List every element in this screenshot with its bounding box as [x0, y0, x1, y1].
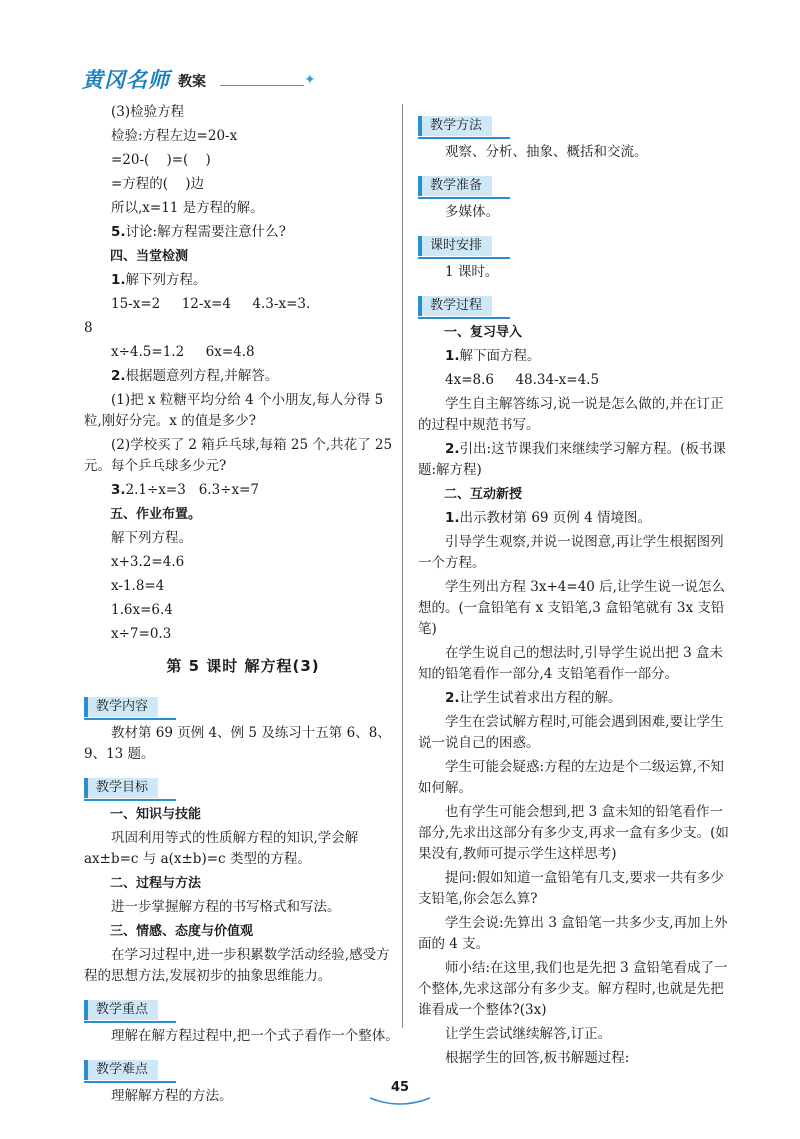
brand-logo: 黄冈名师 [82, 68, 170, 92]
text-line: (3)检验方程 [111, 104, 185, 120]
section-heading: 二、互动新授 [444, 487, 523, 502]
paragraph: 提问:假如知道一盒铅笔有几支,要求一共有多少支铅笔,你会怎么算? [418, 870, 724, 907]
paragraph: 理解在解方程过程中,把一个式子看作一个整体。 [111, 1028, 399, 1044]
paragraph: 根据学生的回答,板书解题过程: [445, 1050, 630, 1066]
paragraph: 学生会说:先算出 3 盒铅笔一共多少支,再加上外面的 4 支。 [418, 915, 728, 952]
text-line: 8 [84, 320, 93, 336]
text-line [84, 270, 402, 291]
left-column [84, 102, 402, 1110]
section-tag: 教学准备 [418, 176, 492, 196]
paragraph: 巩固利用等式的性质解方程的知识,学会解 ax±b=c 与 a(x±b)=c 类型的方程。 [84, 830, 363, 867]
paragraph: 观察、分析、抽象、概括和交流。 [445, 144, 648, 160]
section-heading: 二、过程与方法 [110, 876, 202, 891]
section-tag: 教学过程 [418, 296, 492, 316]
text-line [84, 480, 402, 501]
text-line [84, 222, 402, 243]
paragraph: 进一步掌握解方程的书写格式和写法。 [111, 899, 341, 915]
item-number: 2. [111, 368, 126, 384]
section-heading: 一、复习导入 [444, 325, 523, 340]
header-rule [220, 85, 304, 86]
item-text: 解下面方程。 [459, 348, 541, 364]
section-tag: 教学目标 [84, 778, 158, 798]
text-line: =20-( )=( ) [111, 152, 211, 168]
text-line: =方程的( )边 [111, 176, 205, 192]
paragraph: 引导学生观察,并说一说图意,再让学生根据图列一个方程。 [418, 534, 724, 571]
text-line: 15-x=2 12-x=4 4.3-x=3. [111, 296, 311, 312]
page-number: 45 [390, 1080, 410, 1095]
item-number: 2. [445, 690, 460, 706]
item-number: 1. [445, 510, 460, 526]
sparkle-icon: ✦ [304, 72, 316, 88]
right-column [418, 102, 736, 1072]
equation: x÷7=0.3 [111, 626, 172, 642]
section-heading: 三、情感、态度与价值观 [110, 924, 254, 939]
section-heading: 五、作业布置。 [110, 507, 202, 522]
text-line [84, 366, 402, 387]
text-line: 检验:方程左边=20-x [111, 128, 238, 144]
text-line [418, 346, 736, 367]
item-number: 3. [111, 482, 126, 498]
item-text: 解下列方程。 [125, 272, 207, 288]
item-text: 根据题意列方程,并解答。 [125, 368, 279, 384]
item-text: 让学生试着求出方程的解。 [459, 690, 622, 706]
lesson-title: 第 5 课时 解方程(3) [166, 657, 320, 675]
item-number: 1. [111, 272, 126, 288]
paragraph: 也有学生可能会想到,把 3 盒未知的铅笔看作一部分,先求出这部分有多少支,再求一盒有多少支。(如果没有,教师可提示学生这样思考) [418, 804, 729, 862]
item-number: 5. [111, 224, 126, 240]
section-heading: 四、当堂检测 [110, 249, 189, 264]
section-tag: 教学重点 [84, 1000, 158, 1020]
paragraph: 1 课时。 [445, 264, 499, 280]
equation: 1.6x=6.4 [111, 602, 173, 618]
item-text: 出示教材第 69 页例 4 情境图。 [459, 510, 651, 526]
paragraph: 学生列出方程 3x+4=40 后,让学生说一说怎么想的。(一盒铅笔有 x 支铅笔,3 盒铅笔就有 3x 支铅笔) [418, 579, 725, 637]
equation: 4x=8.6 48.34-x=4.5 [445, 372, 600, 388]
paragraph: 理解解方程的方法。 [111, 1088, 233, 1104]
section-tag: 教学难点 [84, 1060, 158, 1080]
section-heading: 一、知识与技能 [110, 807, 202, 822]
item-text: 讨论:解方程需要注意什么? [125, 224, 286, 240]
paragraph: 在学习过程中,进一步积累数学活动经验,感受方程的思想方法,发展初步的抽象思维能力。 [84, 947, 390, 984]
brand-subtitle: 教案 [178, 74, 206, 90]
text-line [418, 508, 736, 529]
item-text: 2.1÷x=3 6.3÷x=7 [125, 482, 259, 498]
text-line: 所以,x=11 是方程的解。 [111, 200, 264, 216]
equation: x-1.8=4 [111, 578, 165, 594]
paragraph: (2)学校买了 2 箱乒乓球,每箱 25 个,共花了 25 元。每个乒乓球多少元? [84, 437, 397, 474]
paragraph: 让学生尝试继续解答,订正。 [445, 1026, 612, 1042]
equation: x+3.2=4.6 [111, 554, 185, 570]
text-line [418, 439, 736, 481]
paragraph: 多媒体。 [445, 204, 499, 220]
paragraph: 学生自主解答练习,说一说是怎么做的,并在订正的过程中规范书写。 [418, 396, 724, 433]
text-line [418, 688, 736, 709]
column-divider [402, 104, 403, 1028]
section-tag: 课时安排 [418, 236, 492, 256]
item-number: 1. [445, 348, 460, 364]
paragraph: 学生在尝试解方程时,可能会遇到困难,要让学生说一说自己的困惑。 [418, 714, 724, 751]
text-line: x÷4.5=1.2 6x=4.8 [111, 344, 255, 360]
item-text: 引出:这节课我们来继续学习解方程。(板书课题:解方程) [418, 441, 726, 478]
paragraph: 师小结:在这里,我们也是先把 3 盒铅笔看成了一个整体,先求这部分有多少支。解方程时,也就是先把谁看成一个整体?(3x) [418, 960, 728, 1018]
page-header [82, 60, 322, 96]
section-tag: 教学内容 [84, 697, 158, 717]
text-line: 解下列方程。 [111, 530, 192, 546]
item-number: 2. [445, 441, 460, 457]
paragraph: 教材第 69 页例 4、例 5 及练习十五第 6、8、9、13 题。 [84, 725, 391, 762]
paragraph: 在学生说自己的想法时,引导学生说出把 3 盒未知的铅笔看作一部分,4 支铅笔看作一部分。 [418, 645, 723, 682]
section-tag: 教学方法 [418, 116, 492, 136]
page-number-ornament [368, 1096, 432, 1106]
paragraph: 学生可能会疑惑:方程的左边是个二级运算,不知如何解。 [418, 759, 724, 796]
paragraph: (1)把 x 粒糖平均分给 4 个小朋友,每人分得 5 粒,刚好分完。x 的值是多少? [84, 392, 388, 429]
